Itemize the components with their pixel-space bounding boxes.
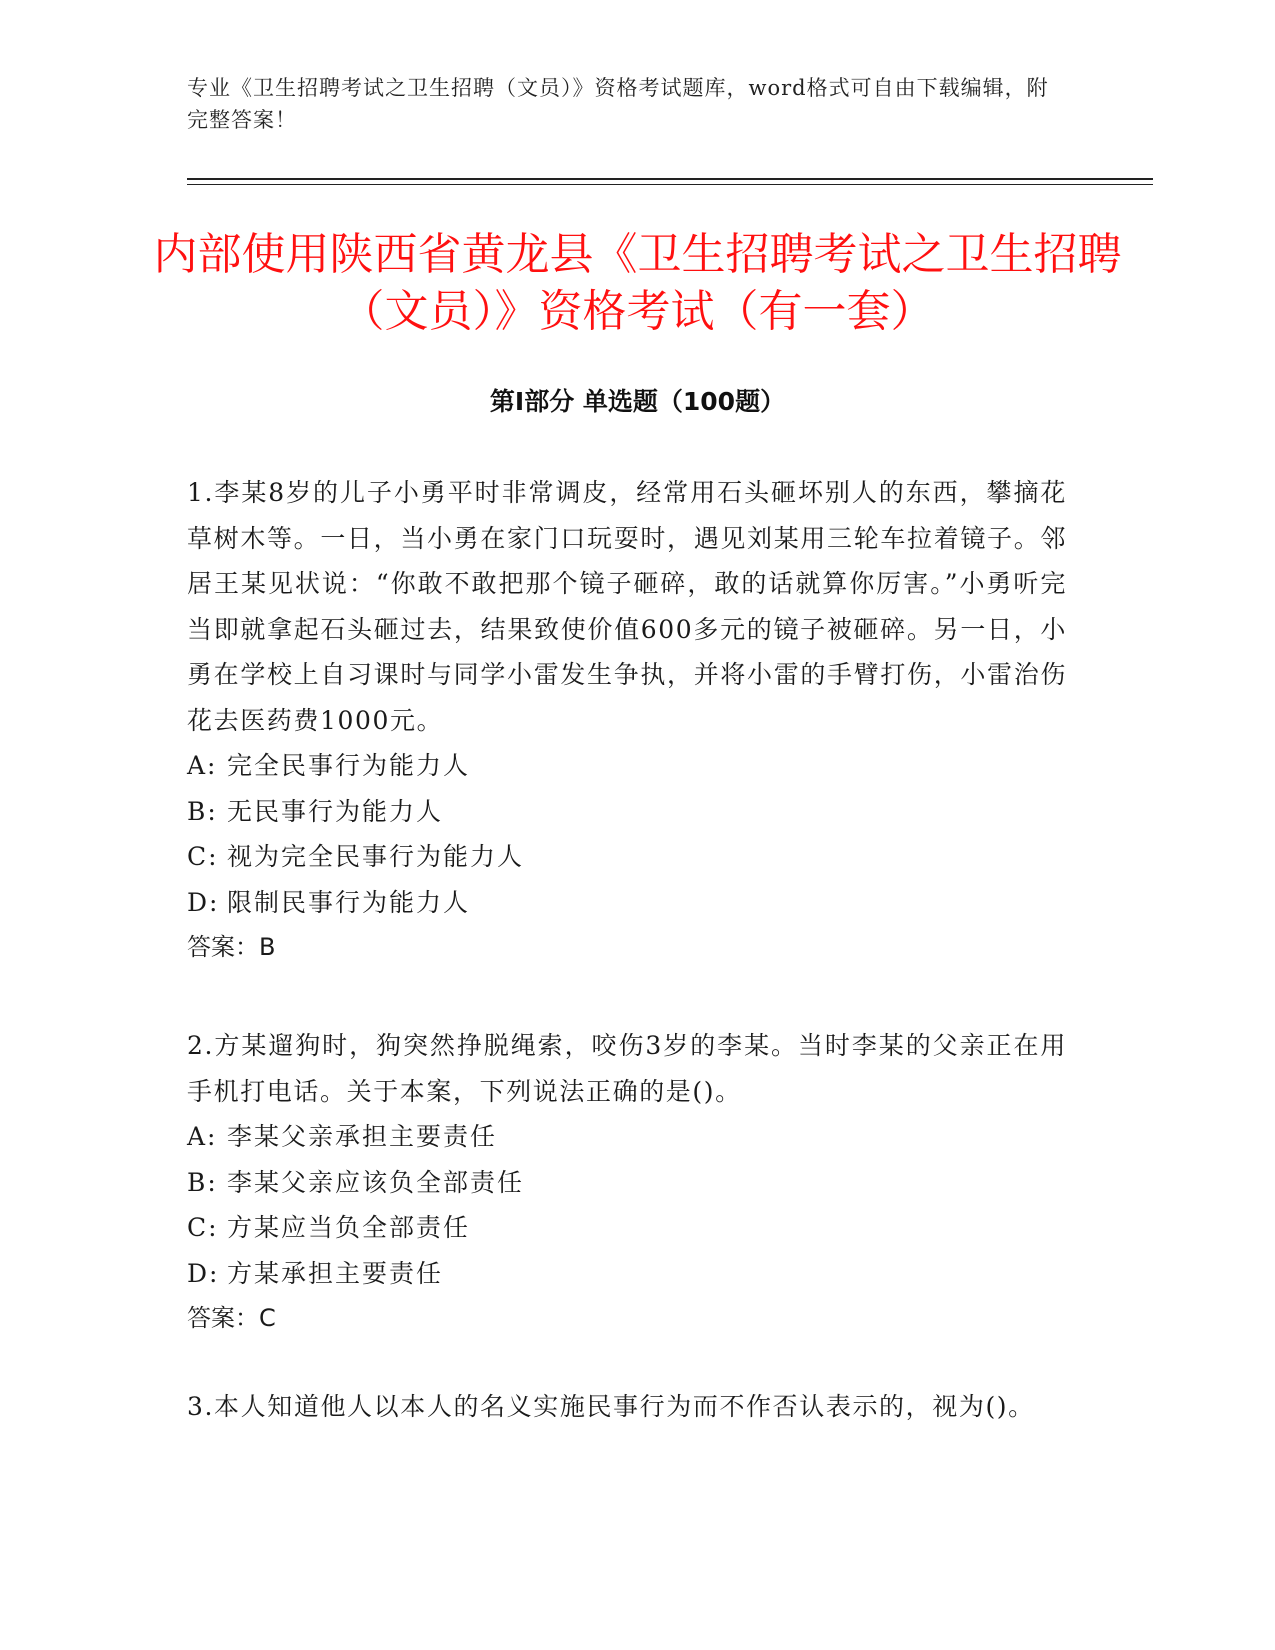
option-text: 无民事行为能力人: [227, 796, 444, 826]
header-rule-thin: [187, 184, 1153, 185]
answer-line: 答案：B: [187, 933, 276, 961]
option-letter: B:: [187, 796, 218, 826]
option-letter: D:: [187, 887, 220, 917]
option-text: 视为完全民事行为能力人: [227, 842, 525, 871]
answer-line: 答案：C: [187, 1304, 276, 1332]
header-rule-thick: [187, 178, 1153, 180]
option-letter: D:: [187, 1258, 220, 1288]
option-a: [187, 743, 1067, 789]
option-b: [187, 1160, 1067, 1206]
option-d: [187, 880, 1067, 926]
question-stem: 1.李某8岁的儿子小勇平时非常调皮，经常用石头砸坏别人的东西，攀摘花草树木等。一日，当小勇在家门口玩耍时，遇见刘某用三轮车拉着镜子。邻居王某见状说：“你敢不敢把那个镜子砸碎，敢的话就算你厉害。”小勇听完当即就拿起石头砸过去，结果致使价值600多元的镜子被砸碎。另一日，小勇在学校上自习课时与同学小雷发生争执，并将小雷的手臂打伤，小雷治伤花去医药费1000元。: [187, 478, 1067, 735]
option-text: 李某父亲承担主要责任: [227, 1122, 498, 1151]
option-d: [187, 1251, 1067, 1297]
question-stem: 3.本人知道他人以本人的名义实施民事行为而不作否认表示的，视为()。: [187, 1392, 1035, 1421]
option-c: [187, 834, 1067, 880]
option-letter: C:: [187, 1213, 219, 1242]
option-b: [187, 789, 1067, 835]
section-title: 第Ⅰ部分 单选题（100题）: [489, 387, 786, 416]
question-1: [187, 470, 1067, 971]
header-note: 专业《卫生招聘考试之卫生招聘（文员）》资格考试题库，word格式可自由下载编辑，附完整答案！: [187, 76, 1049, 132]
option-letter: A:: [187, 1122, 218, 1151]
option-text: 限制民事行为能力人: [227, 887, 471, 917]
option-letter: A:: [187, 751, 218, 780]
question-stem: 2.方某遛狗时，狗突然挣脱绳索，咬伤3岁的李某。当时李某的父亲正在用手机打电话。关于本案，下列说法正确的是()。: [187, 1031, 1067, 1106]
option-letter: B:: [187, 1167, 218, 1197]
document-title: 内部使用陕西省黄龙县《卫生招聘考试之卫生招聘（文员）》资格考试（有一套）: [153, 229, 1122, 337]
option-text: 完全民事行为能力人: [227, 751, 471, 780]
option-c: [187, 1205, 1067, 1251]
option-a: [187, 1114, 1067, 1160]
question-2: [187, 1023, 1067, 1342]
option-text: 方某承担主要责任: [227, 1258, 444, 1288]
option-letter: C:: [187, 842, 219, 871]
option-text: 方某应当负全部责任: [227, 1213, 471, 1242]
question-3: [187, 1384, 1067, 1430]
option-text: 李某父亲应该负全部责任: [227, 1167, 525, 1197]
